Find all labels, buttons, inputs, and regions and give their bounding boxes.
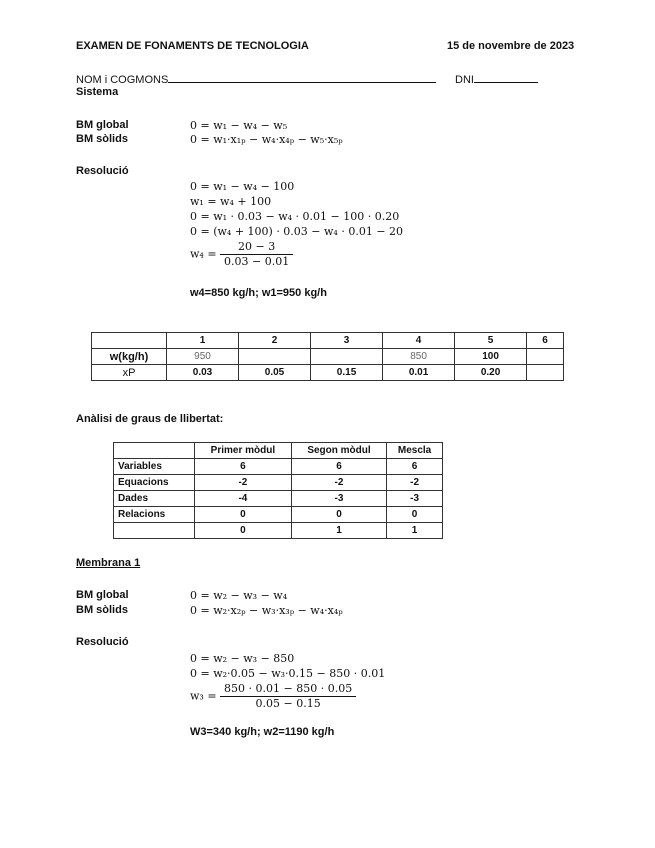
- w4-lhs: w₄ =: [190, 247, 217, 261]
- table-cell: Relacions: [114, 507, 195, 523]
- membrana-resolucio-label: Resolució: [76, 636, 129, 648]
- section-sistema: Sistema: [76, 86, 119, 98]
- table-cell: 0.03: [167, 365, 239, 381]
- table-cell: [527, 365, 564, 381]
- table-cell: 6: [291, 459, 386, 475]
- table-cell: [527, 349, 564, 365]
- table-row: [114, 507, 443, 523]
- table-cell: 0: [387, 507, 443, 523]
- table-cell: 0: [195, 523, 292, 539]
- membrana-step-1: 0 = w₂ − w₃ − 850: [190, 652, 295, 665]
- exam-date: 15 de novembre de 2023: [447, 40, 575, 52]
- dni-field: [455, 72, 538, 86]
- step-4: 0 = (w₄ + 100) · 0.03 − w₄ · 0.01 − 20: [190, 225, 404, 238]
- step-3: 0 = w₁ · 0.03 − w₄ · 0.01 − 100 · 0.20: [190, 210, 400, 223]
- table-cell: 1: [291, 523, 386, 539]
- bm-solids-eq: 0 = w₁·x₁ₚ − w₄·x₄ₚ − w₅·x₅ₚ: [190, 133, 343, 146]
- table-cell: [114, 523, 195, 539]
- dni-label: DNI: [455, 74, 474, 86]
- bm-solids-label: BM sòlids: [76, 133, 128, 145]
- table-cell: [114, 443, 195, 459]
- table-row: [114, 491, 443, 507]
- table-row: [92, 349, 564, 365]
- name-field: [76, 72, 436, 86]
- name-label: NOM i COGMONS: [76, 74, 169, 86]
- table-cell: 0.20: [455, 365, 527, 381]
- table-cell: 6: [527, 333, 564, 349]
- table-cell: 1: [387, 523, 443, 539]
- table-cell: 0: [195, 507, 292, 523]
- w4-denominator: 0.03 − 0.01: [224, 255, 290, 268]
- dni-blank: [474, 72, 538, 83]
- table-cell: -4: [195, 491, 292, 507]
- dof-table: [113, 442, 443, 539]
- table-cell: [92, 333, 167, 349]
- w4-fraction: [190, 240, 293, 269]
- table-cell: 6: [387, 459, 443, 475]
- bm-global-eq: 0 = w₁ − w₄ − w₅: [190, 119, 288, 132]
- membrana-bm-global-eq: 0 = w₂ − w₃ − w₄: [190, 589, 288, 602]
- table-cell: Dades: [114, 491, 195, 507]
- table-cell: 850: [383, 349, 455, 365]
- table-row: [114, 475, 443, 491]
- table-cell: 1: [167, 333, 239, 349]
- membrana-step-2: 0 = w₂·0.05 − w₃·0.15 − 850 · 0.01: [190, 667, 386, 680]
- table-cell: 0.05: [239, 365, 311, 381]
- membrana-bm-solids-eq: 0 = w₂·x₂ₚ − w₃·x₃ₚ − w₄·x₄ₚ: [190, 604, 343, 617]
- table-cell: Segon mòdul: [291, 443, 386, 459]
- table-cell: 6: [195, 459, 292, 475]
- membrana-result: W3=340 kg/h; w2=1190 kg/h: [190, 726, 335, 738]
- table-cell: [239, 349, 311, 365]
- table-cell: 0: [291, 507, 386, 523]
- sistema-result: w4=850 kg/h; w1=950 kg/h: [190, 287, 327, 299]
- table-cell: 950: [167, 349, 239, 365]
- dof-title: Anàlisi de graus de llibertat:: [76, 413, 224, 425]
- table-cell: 100: [455, 349, 527, 365]
- resolucio-label: Resolució: [76, 165, 129, 177]
- step-1: 0 = w₁ − w₄ − 100: [190, 180, 295, 193]
- membrana-bm-solids-label: BM sòlids: [76, 604, 128, 616]
- table-cell: -3: [291, 491, 386, 507]
- table-cell: 0.15: [311, 365, 383, 381]
- table-cell: 5: [455, 333, 527, 349]
- table-row: [92, 365, 564, 381]
- w3-numerator: 850 · 0.01 − 850 · 0.05: [220, 682, 356, 697]
- table-cell: 4: [383, 333, 455, 349]
- dof-table-header: [114, 443, 443, 459]
- step-2: w₁ = w₄ + 100: [190, 195, 272, 208]
- table-cell: Mescla: [387, 443, 443, 459]
- bm-global-label: BM global: [76, 119, 129, 131]
- stream-table-header: [92, 333, 564, 349]
- table-row: [114, 523, 443, 539]
- table-row: [114, 459, 443, 475]
- section-membrana: Membrana 1: [76, 557, 141, 569]
- stream-table: [91, 332, 564, 381]
- table-cell: -2: [291, 475, 386, 491]
- table-cell: Equacions: [114, 475, 195, 491]
- table-cell: 0.01: [383, 365, 455, 381]
- table-cell: Variables: [114, 459, 195, 475]
- table-cell: -2: [387, 475, 443, 491]
- exam-title: EXAMEN DE FONAMENTS DE TECNOLOGIA: [76, 40, 309, 52]
- table-cell: -2: [195, 475, 292, 491]
- name-blank: [168, 72, 436, 83]
- table-cell: -3: [387, 491, 443, 507]
- w3-lhs: w₃ =: [190, 689, 217, 703]
- w3-denominator: 0.05 − 0.15: [255, 697, 321, 710]
- table-cell: 2: [239, 333, 311, 349]
- table-cell: Primer mòdul: [195, 443, 292, 459]
- w3-fraction: [190, 682, 356, 711]
- table-cell: 3: [311, 333, 383, 349]
- table-cell: w(kg/h): [92, 349, 167, 365]
- membrana-bm-global-label: BM global: [76, 589, 129, 601]
- w4-numerator: 20 − 3: [220, 240, 293, 255]
- table-cell: xP: [92, 365, 167, 381]
- table-cell: [311, 349, 383, 365]
